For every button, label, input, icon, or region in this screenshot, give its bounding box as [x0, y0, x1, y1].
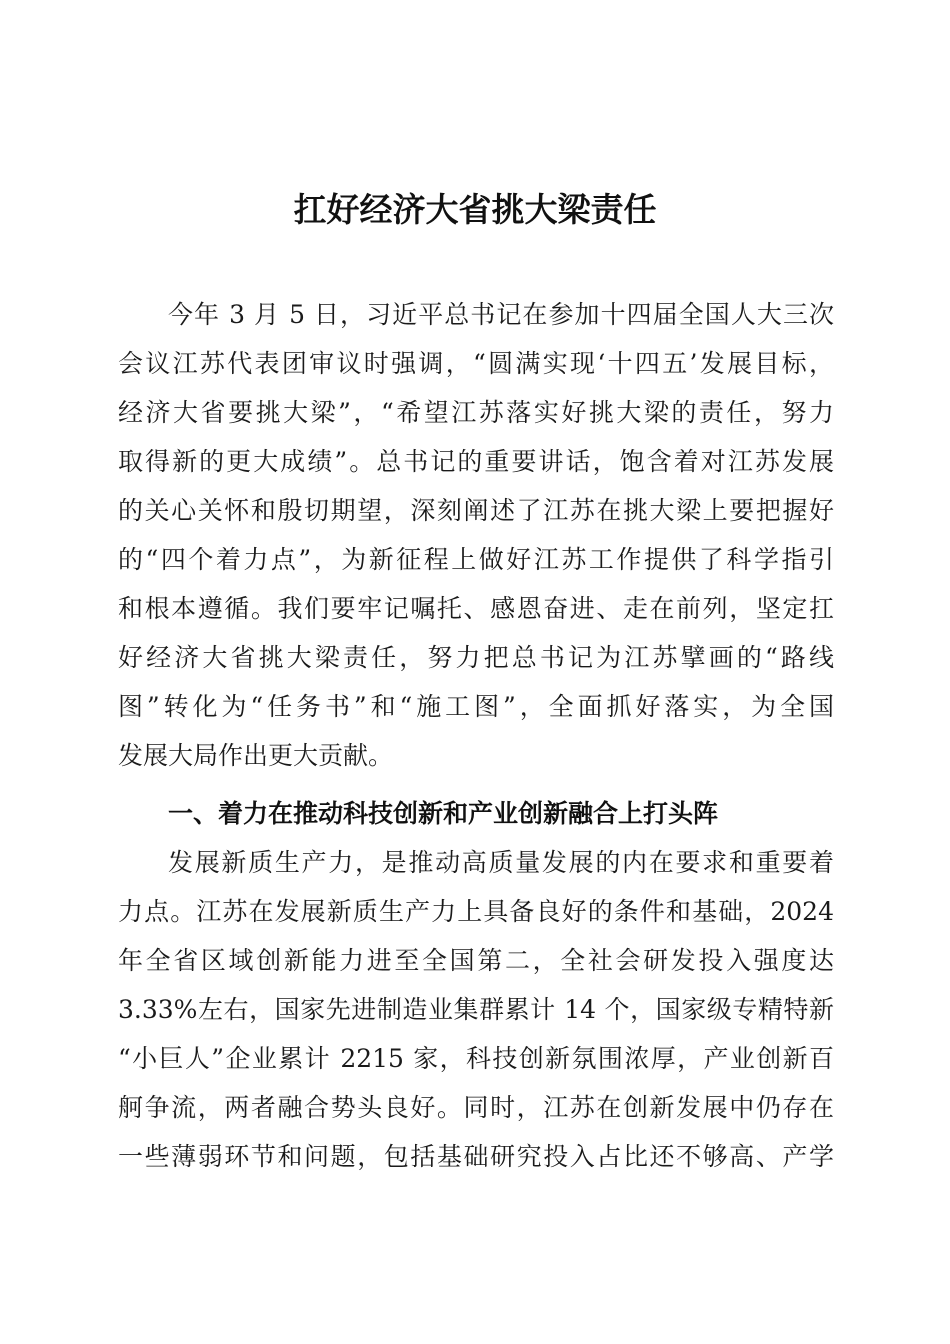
- paragraph-line: 会议江苏代表团审议时强调，“圆满实现‘十四五’发展目标，: [118, 349, 834, 378]
- document-title: 扛好经济大省挑大梁责任: [293, 190, 657, 229]
- section-paragraph: [118, 838, 834, 1181]
- paragraph-line: 一些薄弱环节和问题，包括基础研究投入占比还不够高、产学: [118, 1142, 834, 1171]
- paragraph-line: 力点。江苏在发展新质生产力上具备良好的条件和基础，2024: [118, 897, 834, 926]
- paragraph-line: 今年 3 月 5 日，习近平总书记在参加十四届全国人大三次: [168, 300, 834, 329]
- paragraph-line: 舸争流，两者融合势头良好。同时，江苏在创新发展中仍存在: [118, 1093, 834, 1122]
- section-heading: [118, 789, 834, 838]
- section-heading-text: 一、着力在推动科技创新和产业创新融合上打头阵: [168, 799, 719, 828]
- paragraph-line: 好经济大省挑大梁责任，努力把总书记为江苏擘画的“路线: [118, 643, 834, 672]
- intro-paragraph: [118, 290, 834, 780]
- paragraph-line: 的“四个着力点”，为新征程上做好江苏工作提供了科学指引: [118, 545, 834, 574]
- paragraph-line: “小巨人”企业累计 2215 家，科技创新氛围浓厚，产业创新百: [118, 1044, 834, 1073]
- paragraph-line: 年全省区域创新能力进至全国第二，全社会研发投入强度达: [118, 946, 834, 975]
- paragraph-line: 的关心关怀和殷切期望，深刻阐述了江苏在挑大梁上要把握好: [118, 496, 834, 525]
- paragraph-line: 发展新质生产力，是推动高质量发展的内在要求和重要着: [168, 848, 834, 877]
- paragraph-line: 发展大局作出更大贡献。: [118, 741, 394, 770]
- paragraph-line: 3.33%左右，国家先进制造业集群累计 14 个，国家级专精特新: [118, 995, 834, 1024]
- paragraph-line: 经济大省要挑大梁”，“希望江苏落实好挑大梁的责任，努力: [118, 398, 834, 427]
- paragraph-line: 图”转化为“任务书”和“施工图”，全面抓好落实，为全国: [118, 692, 834, 721]
- paragraph-line: 和根本遵循。我们要牢记嘱托、感恩奋进、走在前列，坚定扛: [118, 594, 834, 623]
- paragraph-line: 取得新的更大成绩”。总书记的重要讲话，饱含着对江苏发展: [118, 447, 834, 476]
